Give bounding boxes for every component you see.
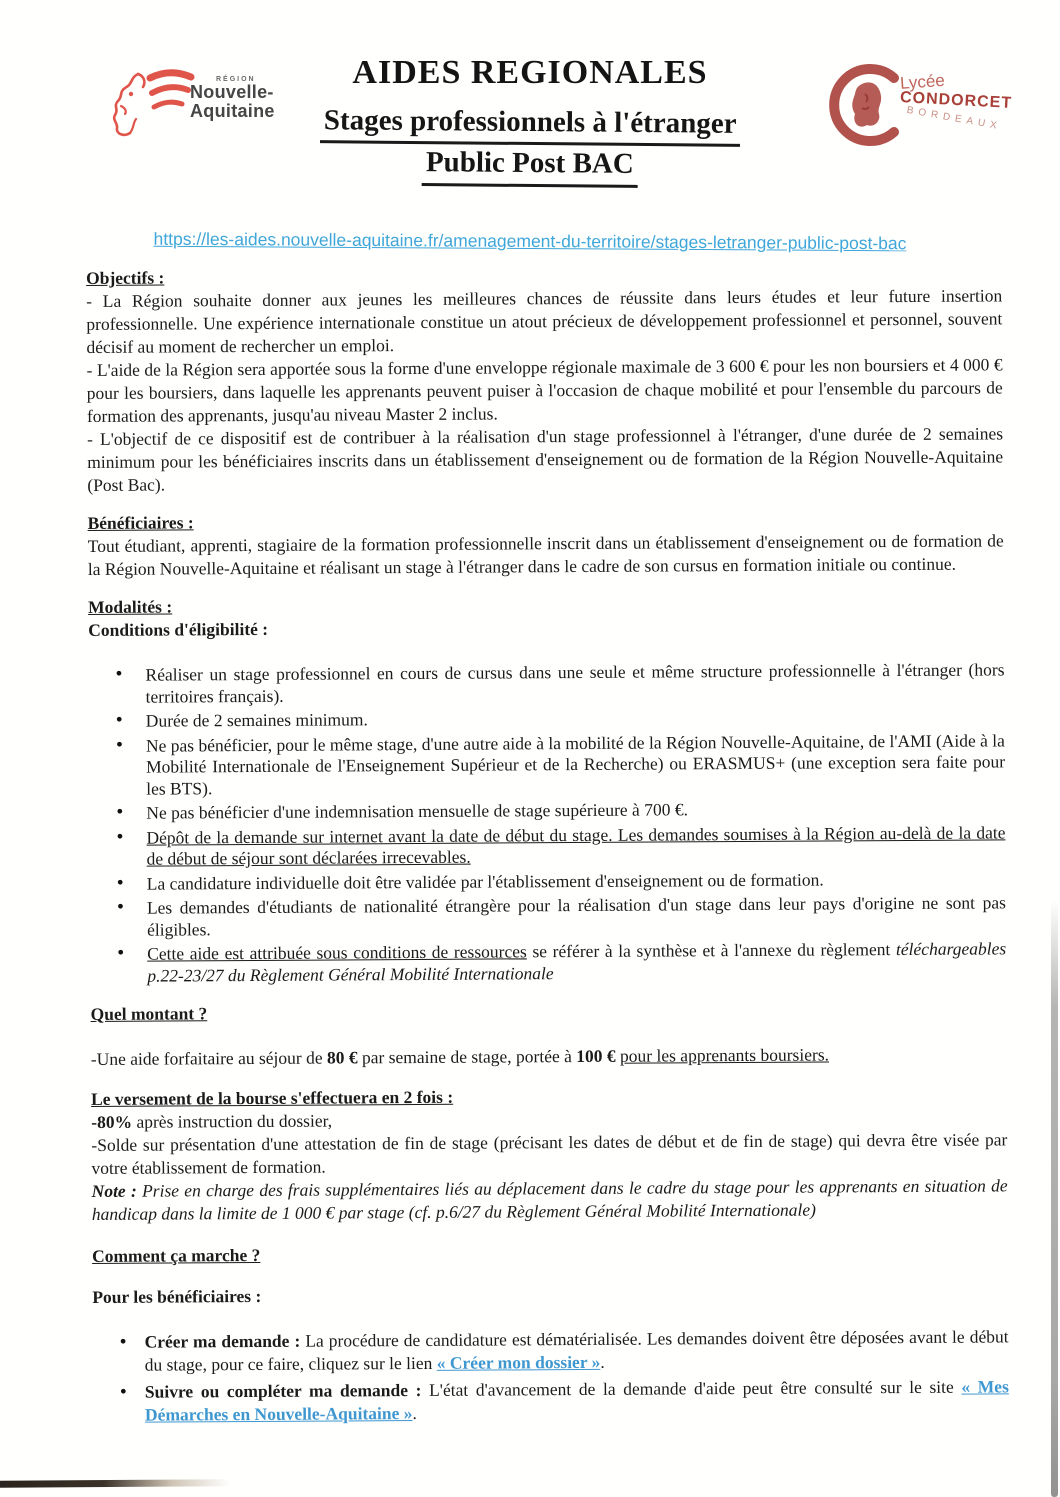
page-subtitle bbox=[0, 99, 1060, 191]
text-segment: par semaine de stage, portée à bbox=[357, 1046, 577, 1068]
step-item-creer-demande bbox=[92, 1325, 1008, 1377]
eligibility-item bbox=[89, 797, 1005, 824]
beneficiaires-paragraph: Tout étudiant, apprenti, stagiaire de la formation professionnelle inscrit dans un établissement d'enseignement ou de formation de la Région Nouvelle-Aquitaine et réalisant un stage à l'étranger dans le cadre de son cursus en formation initiale ou continue. bbox=[87, 530, 1004, 579]
beneficiaires-steps-list bbox=[92, 1325, 1009, 1427]
eligibility-list bbox=[88, 659, 1006, 987]
versement-note bbox=[92, 1174, 1008, 1226]
text-segment: Réaliser un stage professionnel en cours de cursus dans une seule et même structure professionnelle à l'étranger (hors territoires français). bbox=[145, 659, 1005, 707]
text-segment: La procédure de candidature est dématérialisée. Les demandes doivent être déposées avant le début du stage, pour ce faire, cliquez sur le lien bbox=[144, 1326, 1009, 1375]
text-segment: Note : bbox=[91, 1180, 143, 1201]
text-segment: Cette aide est attribuée sous conditions de ressources bbox=[147, 941, 527, 964]
region-label: RÉGION bbox=[216, 76, 256, 83]
text-segment: 80 € bbox=[326, 1047, 358, 1068]
subtitle-line-2: Public Post BAC bbox=[422, 144, 638, 187]
pour-les-beneficiaires-subheading: Pour les bénéficiaires : bbox=[92, 1285, 262, 1307]
school-name-condorcet: CONDORCET bbox=[899, 89, 1013, 112]
document-body bbox=[86, 261, 1009, 1427]
beneficiaires-heading: Bénéficiaires : bbox=[87, 512, 194, 533]
objectifs-paragraph-2: - L'aide de la Région sera apportée sous la forme d'une enveloppe régionale maximale de 3 600 € pour les non boursiers et 4 000 € pour les boursiers, dans laquelle les apprenants peuvent puiser à l'occasion de chaque mobilité et pour l'ensemble du parcours de formation des apprenants, jusqu'au niveau Master 2 inclus. bbox=[86, 354, 1003, 426]
aides-url-link[interactable]: https://les-aides.nouvelle-aquitaine.fr/amenagement-du-territoire/stages-letranger-public-post-bac bbox=[153, 228, 907, 254]
school-name-lycee: Lycée bbox=[899, 70, 946, 93]
text-segment: . bbox=[412, 1403, 417, 1424]
objectifs-paragraph-1: - La Région souhaite donner aux jeunes les meilleures chances de réussite dans leurs études et leur future insertion professionnelle. Une expérience internationale constitue un atout précieux de développement professionnel et personnel, souvent décisif au moment de rechercher un emploi. bbox=[86, 285, 1003, 357]
creer-mon-dossier-link[interactable]: « Créer mon dossier » bbox=[436, 1351, 601, 1373]
text-segment: Dépôt de la demande sur internet avant la date de début du stage. Les demandes soumises à la Région au-delà de la date de début de séjour sont déclarées irrecevables. bbox=[146, 821, 1006, 869]
eligibility-item bbox=[88, 659, 1004, 708]
text-segment: après instruction du dossier, bbox=[131, 1110, 333, 1132]
text-segment: se référer à la synthèse et à l'annexe du règlement bbox=[526, 939, 897, 962]
region-name-line1: Nouvelle- bbox=[190, 82, 274, 102]
document-header bbox=[0, 0, 1060, 215]
school-city-bordeaux: BORDEAUX bbox=[905, 104, 1003, 133]
text-segment: Les demandes d'étudiants de nationalité étrangère pour la réalisation d'un stage dans leur pays d'origine ne sont pas éligibles. bbox=[146, 892, 1006, 940]
text-segment: Ne pas bénéficier d'une indemnisation mensuelle de stage supérieure à 700 €. bbox=[146, 799, 688, 823]
scan-artifact-bottom-edge bbox=[0, 1479, 230, 1488]
modalites-heading: Modalités : bbox=[88, 596, 173, 617]
eligibility-item bbox=[89, 705, 1005, 732]
step-item-suivre-demande bbox=[93, 1375, 1009, 1427]
scan-artifact-right-edge bbox=[1051, 900, 1058, 1497]
text-segment: Durée de 2 semaines minimum. bbox=[145, 709, 368, 731]
text-segment: Créer ma demande : bbox=[144, 1330, 306, 1352]
eligibility-item bbox=[90, 892, 1006, 941]
text-segment: Ne pas bénéficier, pour le même stage, d'une autre aide à la mobilité de la Région Nouvelle-Aquitaine, de l'AMI (Aide à la Mobilité Internationale de l'Enseignement Supérieur et de la Recherche) ou ERASMUS+ (une exception sera faite pour les BTS). bbox=[145, 729, 1006, 799]
eligibility-item bbox=[90, 938, 1006, 987]
text-segment: pour les apprenants boursiers. bbox=[619, 1044, 830, 1066]
eligibility-item bbox=[90, 868, 1006, 895]
comment-ca-marche-heading: Comment ça marche ? bbox=[91, 1244, 261, 1266]
text-segment: . bbox=[600, 1351, 605, 1372]
url-line bbox=[0, 228, 1060, 255]
objectifs-paragraph-3: - L'objectif de ce dispositif est de contribuer à la réalisation d'un stage professionnel à l'étranger, d'une durée de 2 semaines minimum pour les bénéficiaires inscrits dans un établissement d'enseignement ou de formation de la Région Nouvelle-Aquitaine (Post Bac). bbox=[86, 423, 1004, 495]
conditions-eligibilite-subheading: Conditions d'éligibilité : bbox=[88, 618, 269, 640]
eligibility-item bbox=[89, 822, 1005, 871]
montant-line bbox=[91, 1042, 1007, 1071]
text-segment: 100 € bbox=[576, 1045, 616, 1067]
text-segment: Suivre ou compléter ma demande : bbox=[144, 1379, 430, 1402]
eligibility-item bbox=[89, 730, 1005, 800]
text-segment: L'état d'avancement de la demande d'aide peut être consulté sur le site bbox=[429, 1376, 962, 1400]
versement-line-2: -Solde sur présentation d'une attestation de fin de stage (précisant les dates de début et de fin de stage) qui devra être visée par votre établissement de formation. bbox=[91, 1129, 1008, 1178]
mes-demarches-link[interactable]: « Mes Démarches en Nouvelle-Aquitaine » bbox=[144, 1376, 1009, 1425]
text-segment: téléchargeables p.22-23/27 du Règlement Général Mobilité Internationale bbox=[147, 938, 1007, 986]
text-segment: La candidature individuelle doit être validée par l'établissement d'enseignement ou de formation. bbox=[146, 869, 824, 894]
versement-heading: Le versement de la bourse s'effectuera en 2 fois : bbox=[91, 1086, 454, 1109]
text-segment: Prise en charge des frais supplémentaires liés au déplacement dans le cadre du stage pour les apprenants en situation de handicap dans la limite de 1 000 € par stage (cf. p.6/27 du Règlement Général Mobilité Internationale) bbox=[91, 1175, 1008, 1224]
page-title: AIDES REGIONALES bbox=[352, 54, 708, 91]
region-name-line2: Aquitaine bbox=[190, 100, 275, 121]
text-segment: -Une aide forfaitaire au séjour de bbox=[90, 1047, 328, 1069]
text-segment: -80% bbox=[91, 1111, 133, 1132]
montant-heading: Quel montant ? bbox=[90, 1003, 208, 1024]
objectifs-heading: Objectifs : bbox=[86, 267, 165, 288]
subtitle-line-1: Stages professionnels à l'étranger bbox=[320, 102, 741, 147]
